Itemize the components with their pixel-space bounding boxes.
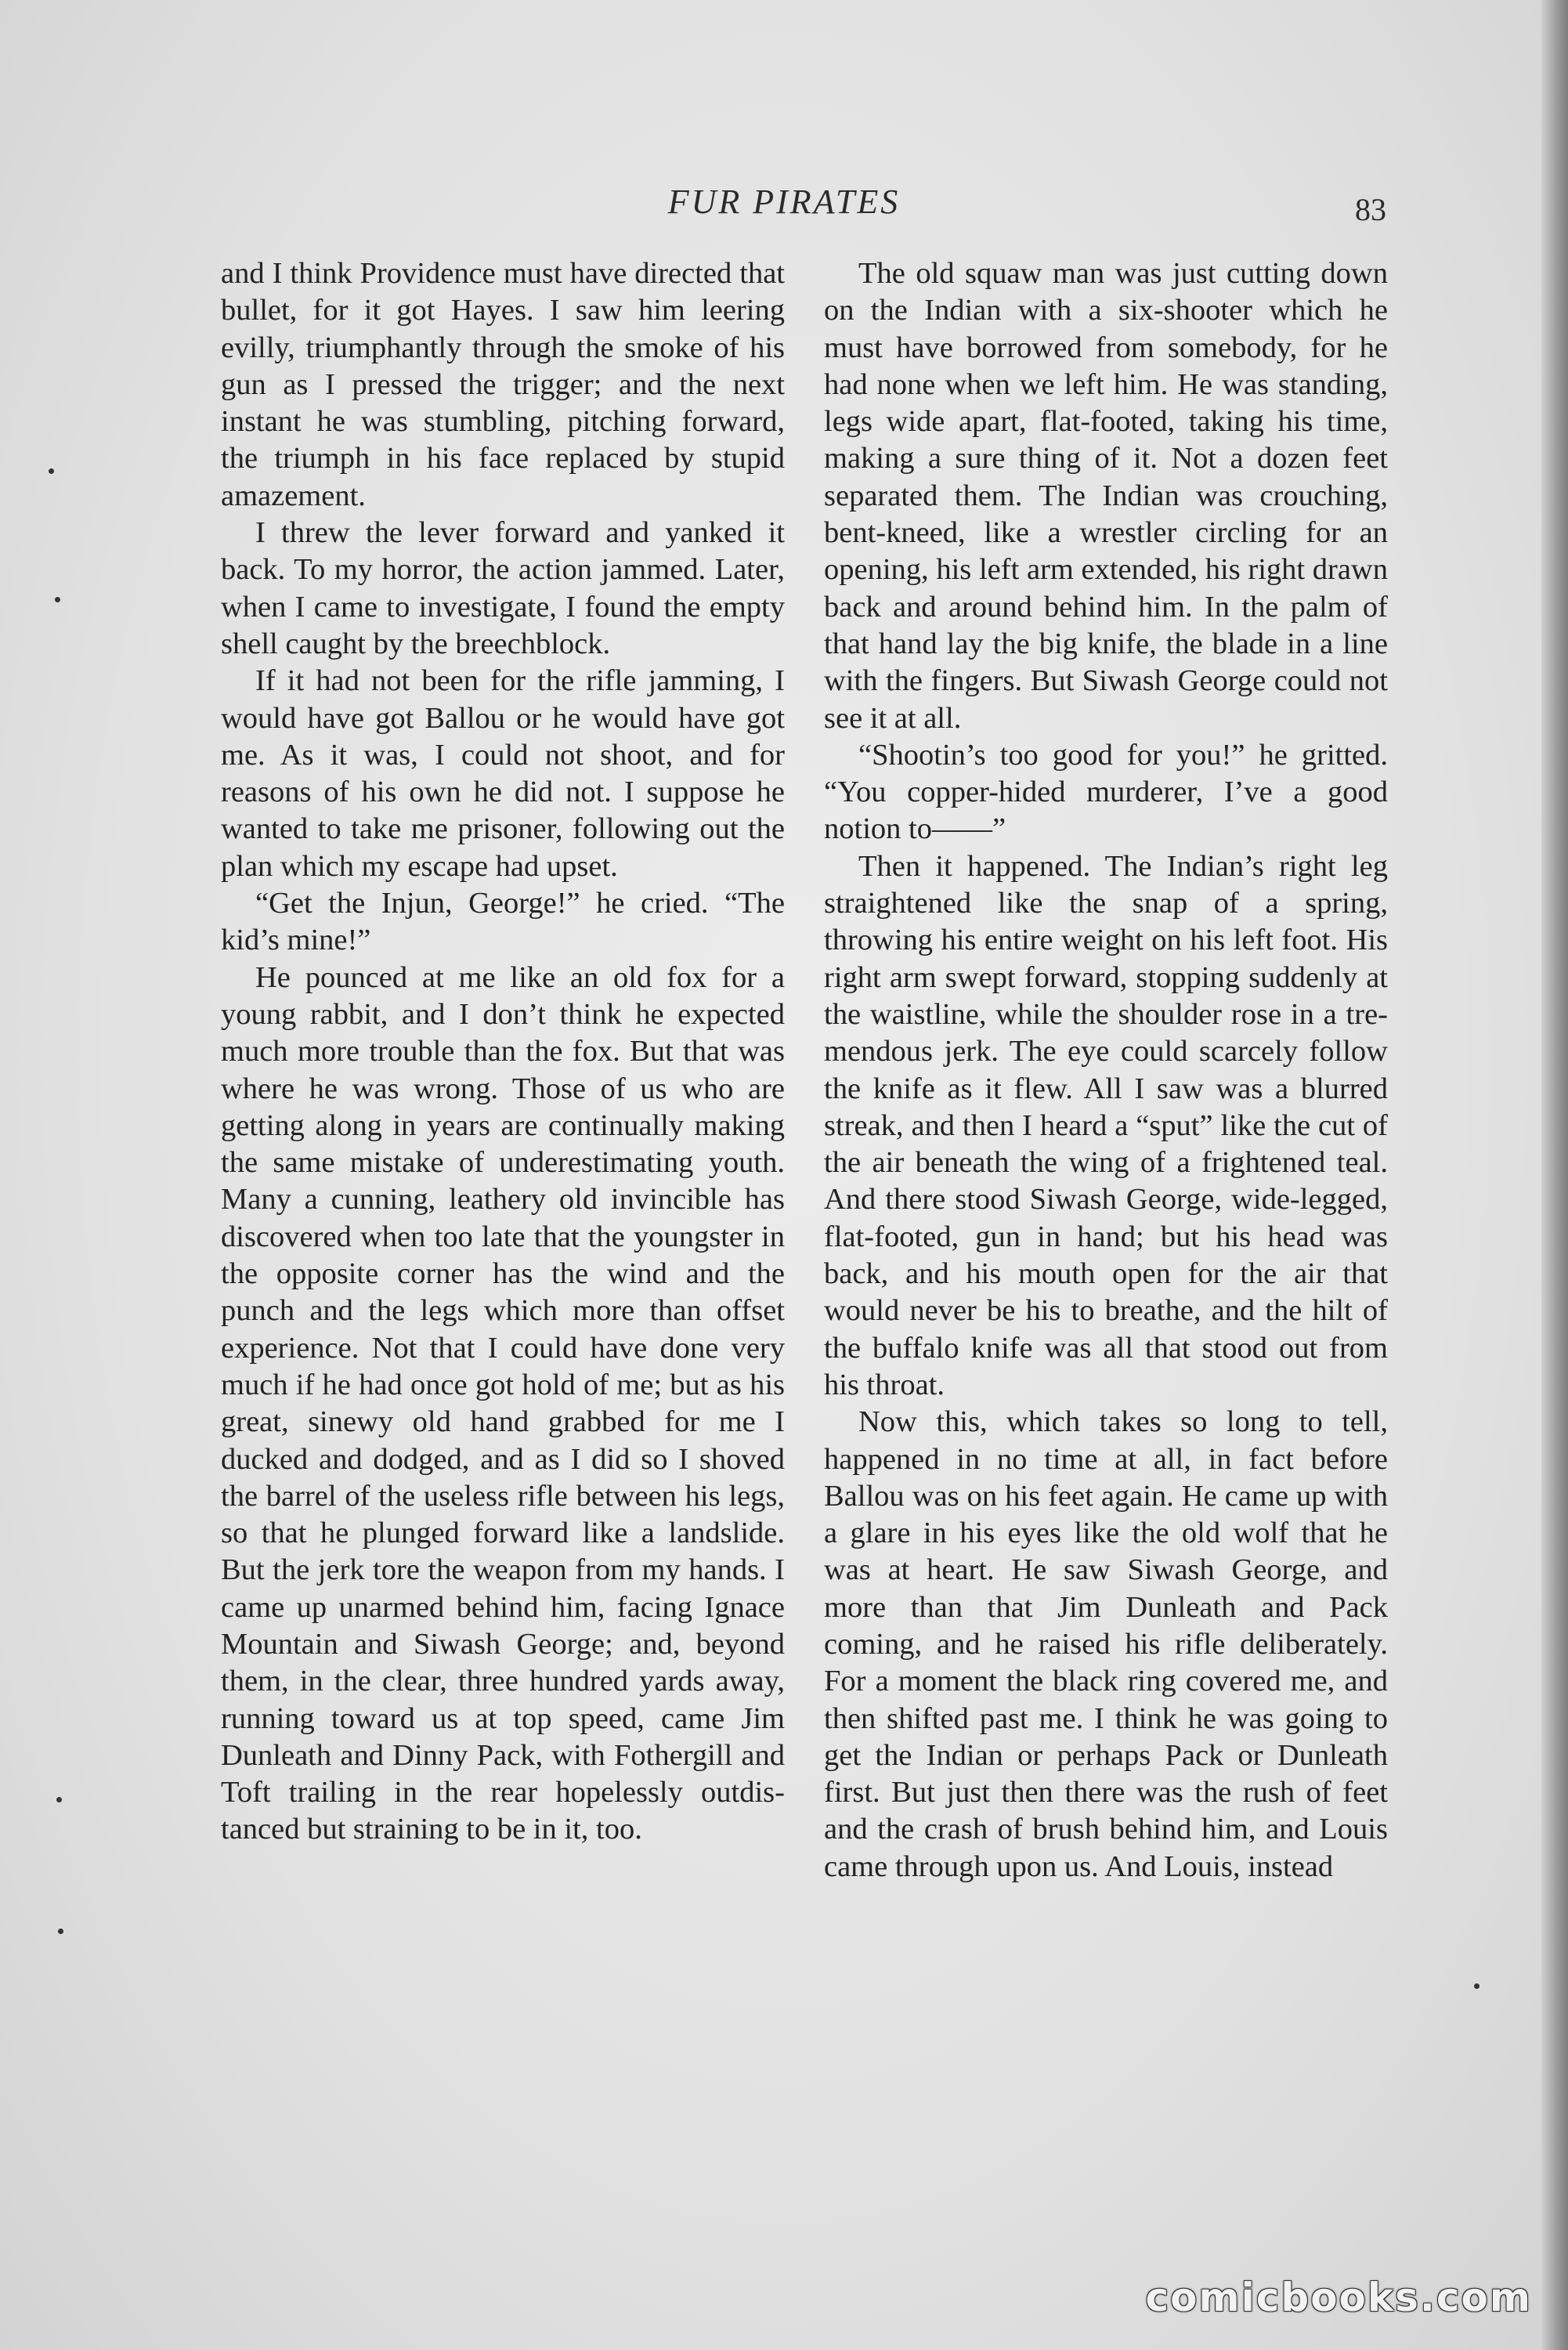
- page-number: 83: [1355, 192, 1386, 227]
- paragraph: The old squaw man was just cutting down on the Indian with a six-shooter which he must have borrowed from somebody, for he had none when we left him. He was standing, legs wide apart, flat-footed, taking his time, making a sure thing of it. Not a dozen feet separated them. The Indian was crouching, bent-kneed, like a wrestler circling for an opening, his left arm extended, his right drawn back and around behind him. In the palm of that hand lay the big knife, the blade in a line with the fingers. But Siwash George could not see it at all.: [824, 257, 1388, 735]
- text-column-right: [824, 255, 1388, 1885]
- page-edge-shadow: [1541, 0, 1568, 2350]
- binding-hole-mark: [55, 597, 60, 602]
- paragraph: and I think Providence must have directed that bullet, for it got Hayes. I saw him leering evilly, triumphantly through the smoke of his gun as I pressed the trigger; and the next instant he was stumbling, pitching forward, the triumph in his face replaced by stupid amazement.: [221, 257, 785, 512]
- ink-speck: [1474, 1983, 1479, 1989]
- watermark-logo: comicbooks.com: [1145, 2275, 1532, 2320]
- paragraph: “Get the Injun, George!” he cried. “The kid’s mine!”: [221, 887, 785, 957]
- paragraph: He pounced at me like an old fox for a young rabbit, and I don’t think he expected much more trouble than the fox. But that was where he was wrong. Those of us who are getting along in years are continually making the same mistake of underestimating youth. Many a cunning, leathery old invincible has discovered when too late that the youngster in the opposite corner has the wind and the punch and the legs which more than offset experience. Not that I could have done very much if he had once got hold of me; but as his great, sinewy old hand grabbed for me I ducked and dodged, and as I did so I shoved the barrel of the useless rifle between his legs, so that he plunged forward like a landslide. But the jerk tore the weapon from my hands. I came up unarmed behind him, facing Ignace Mountain and Siwash George; and, beyond them, in the clear, three hundred yards away, running toward us at top speed, came Jim Dunleath and Dinny Pack, with Fothergill and Toft trailing in the rear hopelessly outdistanced but straining to be in it, too.: [221, 960, 785, 1846]
- binding-hole-mark: [49, 468, 54, 474]
- paragraph: “Shootin’s too good for you!” he gritted. “You copper-hided murderer, I’ve a good notion to——”: [824, 738, 1388, 846]
- paragraph: Now this, which takes so long to tell, happened in no time at all, in fact before Ballou was on his feet again. He came up with a glare in his eyes like the old wolf that he was at heart. He saw Siwash George, and more than that Jim Dunleath and Pack coming, and he raised his rifle deliberately. For a moment the black ring covered me, and then shifted past me. I think he was going to get the Indian or perhaps Pack or Dunleath first. But just then there was the rush of feet and the crash of brush behind him, and Louis came through upon us. And Louis, instead: [824, 1405, 1388, 1883]
- paragraph: Then it happened. The Indian’s right leg straightened like the snap of a spring, throwing his entire weight on his left foot. His right arm swept forward, stopping suddenly at the waistline, while the shoulder rose in a tremendous jerk. The eye could scarcely follow the knife as it flew. All I saw was a blurred streak, and then I heard a “sput” like the cut of the air beneath the wing of a frightened teal. And there stood Siwash George, wide-legged, flat-footed, gun in hand; but his head was back, and his mouth open for the air that would never be his to breathe, and the hilt of the buffalo knife was all that stood out from his throat.: [824, 849, 1388, 1401]
- running-title: FUR PIRATES: [667, 183, 901, 221]
- text-column-left: [221, 255, 785, 1849]
- paragraph: I threw the lever forward and yanked it back. To my horror, the action jammed. Later, when I came to investigate, I found the empty shell caught by the breechblock.: [221, 516, 785, 660]
- paragraph: If it had not been for the rifle jamming, I would have got Ballou or he would have got me. As it was, I could not shoot, and for reasons of his own he did not. I suppose he wanted to take me prisoner, following out the plan which my escape had upset.: [221, 664, 785, 883]
- binding-hole-mark: [56, 1797, 62, 1802]
- binding-hole-mark: [58, 1929, 63, 1934]
